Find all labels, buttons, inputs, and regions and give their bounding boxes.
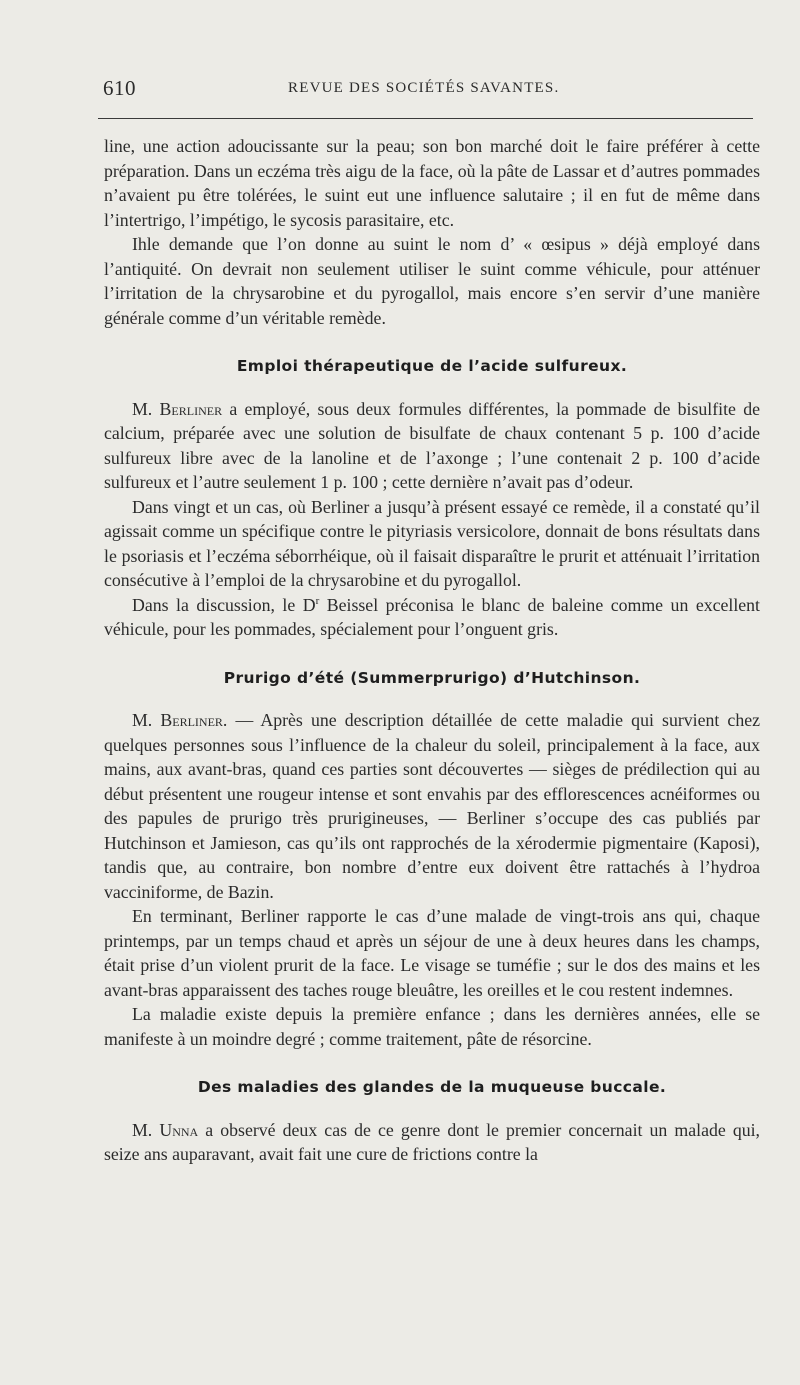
paragraph-3 <box>104 397 760 495</box>
page-number: 610 <box>103 76 136 100</box>
author-name: Berliner <box>159 398 223 419</box>
paragraph-8: La maladie existe depuis la première enfance ; dans les dernières années, elle se manifeste à un moindre degré ; comme traitement, pâte de résorcine. <box>104 1004 760 1049</box>
body-text <box>104 134 760 1167</box>
paragraph-1: line, une action adoucissante sur la peau; son bon marché doit le faire préférer à cette préparation. Dans un eczéma très aigu de la face, où la pâte de Lassar et d’autres pommades n’avaient pu être tolérées, le suint eut une influence salutaire ; il en fut de même dans l’intertrigo, l’impétigo, le sycosis parasitaire, etc. <box>104 136 760 230</box>
monsieur: M. <box>132 710 153 730</box>
doctor-superscript: r <box>315 594 320 607</box>
section-heading-prurigo: Prurigo d’été (Summerprurigo) d’Hutchinson. <box>223 668 641 687</box>
monsieur: M. <box>132 398 153 419</box>
paragraph-9 <box>104 1118 760 1167</box>
paragraph-3-text: a employé, sous deux formules différentes, la pommade de bisulfite de calcium, préparée avec une solution de bisulfate de chaux contenant 5 p. 100 d’acide sulfureux libre avec de la lanoline et de l’axonge ; l’une contenait 2 p. 100 d’acide sulfureux et l’autre seulement 1 p. 100 ; cette dernière n’avait pas d’odeur. <box>104 398 760 492</box>
paragraph-6-text: — Après une description détaillée de cette maladie qui survient chez quelques personnes sous l’influence de la chaleur du soleil, principalement à la face, aux mains, aux avant-bras, quand ces parties sont découvertes — sièges de prédilection qui au début présentent une rougeur intense et sont envahis par des efflorescences acnéiformes ou des papules de prurigo très prurigineuses, — Berliner s’occupe des cas publiés par Hutchinson et Jamieson, cas qu’ils ont rapprochés de la xérodermie pigmentaire (Kaposi), tandis que, au contraire, bon nombre d’entre eux doivent être rattachés à l’hydroa vacciniforme, de Bazin. <box>104 710 760 902</box>
paragraph-9-text: a observé deux cas de ce genre dont le premier concernait un malade qui, seize ans auparavant, avait fait une cure de frictions contre la <box>104 1119 760 1164</box>
section-heading-glandes: Des maladies des glandes de la muqueuse buccale. <box>197 1078 667 1096</box>
paragraph-6 <box>104 708 760 904</box>
paragraph-5-end: Beissel préconisa le blanc de baleine comme un excellent véhicule, pour les pommades, spécialement pour l’onguent gris. <box>104 594 761 639</box>
header-rule <box>98 118 753 119</box>
author-name: Berliner. <box>160 710 228 730</box>
monsieur: M. <box>132 1119 153 1140</box>
running-title: REVUE DES SOCIÉTÉS SAVANTES. <box>288 80 560 96</box>
page-header <box>103 76 753 102</box>
paragraph-2: Ihle demande que l’on donne au suint le nom d’ « œsipus » déjà employé dans l’antiquité. On devrait non seulement utiliser le suint comme véhicule, pour atténuer l’irritation de la chrysarobine et du pyrogallol, mais encore s’en servir d’une manière générale comme d’un véritable remède. <box>104 234 760 328</box>
author-name: Unna <box>159 1119 199 1140</box>
paragraph-7: En terminant, Berliner rapporte le cas d’une malade de vingt-trois ans qui, chaque printemps, par un temps chaud et après un séjour de une à deux heures dans les champs, était prise d’un violent prurit de la face. Le visage se tuméfie ; sur le dos des mains et les avant-bras apparaissent des taches rouge bleuâtre, les oreilles et le cou restent indemnes. <box>104 906 760 1000</box>
paragraph-5-start: Dans la discussion, le D <box>132 594 316 615</box>
paragraph-5 <box>104 593 760 642</box>
section-heading-sulfureux: Emploi thérapeutique de l’acide sulfureux. <box>236 357 628 375</box>
paragraph-4: Dans vingt et un cas, où Berliner a jusqu’à présent essayé ce remède, il a constaté qu’il agissait comme un spécifique contre le pityriasis versicolore, donnait de bons résultats dans le psoriasis et l’eczéma séborrhéique, où il faisait disparaître le prurit et atténuait l’irritation consécutive à l’emploi de la chrysarobine et du pyrogallol. <box>104 496 760 590</box>
